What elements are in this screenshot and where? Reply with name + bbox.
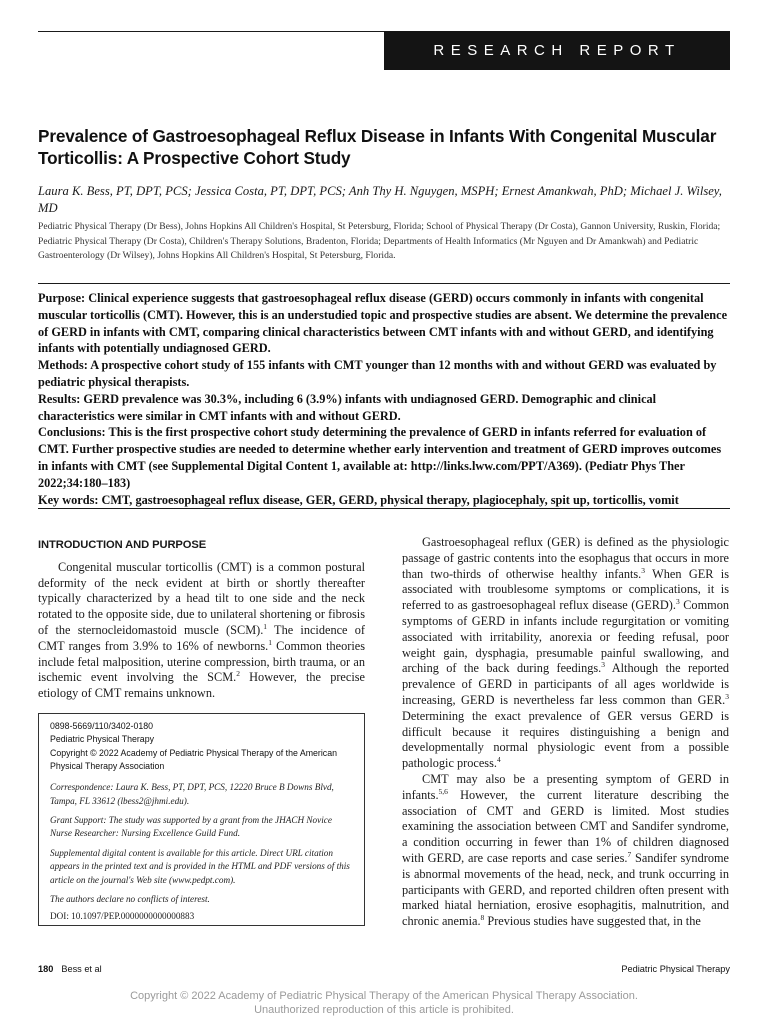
copyright-notice (0, 990, 768, 1017)
affiliations: Pediatric Physical Therapy (Dr Bess), Johns Hopkins All Children's Hospital, St Petersburg, Florida; School of Physical Therapy (Dr Costa), Gannon University, Ruskin, Florida; Pediatric Physical Therapy (Dr Costa), Children's Therapy Solutions, Bradenton, Florida; Departments of Health Informatics (Mr Nguyen and Dr Amankwah) and Pediatric Gastroenterology (Dr Wilsey), Johns Hopkins All Children's Hospital, St Petersburg, Florida. (38, 221, 721, 261)
doi: DOI: 10.1097/PEP.0000000000000883 (50, 911, 195, 922)
text-run: Determining the exact prevalence of GER versus GERD is difficult because it requires distinguishing a benign and developmentally normal physiologic event from a possible pathologic process. (402, 708, 729, 771)
page-footer (38, 964, 730, 976)
text-run: Sandifer syndrome is abnormal movements of the head, neck, and trunk occurring in participants with GERD, and reported children often present with marked hiatal herniation, erosive esophagitis, malnutrition, and chronic anemia. (402, 850, 729, 929)
author-list: Laura K. Bess, PT, DPT, PCS; Jessica Costa, PT, DPT, PCS; Anh Thy H. Nguygen, MSPH; Ernest Amankwah, PhD; Michael J. Wilsey, MD (38, 184, 722, 215)
journal-name: Pediatric Physical Therapy (621, 964, 730, 974)
abstract-rule-bottom (38, 508, 730, 509)
article-title: Prevalence of Gastroesophageal Reflux Disease in Infants With Congenital Muscular Torticollis: A Prospective Cohort Study (38, 126, 717, 168)
supplemental-note: Supplemental digital content is available for this article. Direct URL citation appears in the printed text and is provided in the HTML and PDF versions of this article on the journal's Web site (www.pedpt.com). (50, 847, 350, 885)
text-run: CMT may also be a presenting symptom of GERD in infants. (402, 771, 729, 802)
citation: 1 (263, 621, 268, 631)
journal-line: Pediatric Physical Therapy (50, 734, 154, 745)
citation: 5,6 (438, 786, 448, 796)
citation: 7 (627, 849, 632, 859)
copyright-line-2: Unauthorized reproduction of this article is prohibited. (254, 1003, 514, 1016)
abstract (38, 290, 732, 508)
page-number: 180 (38, 964, 54, 974)
abstract-keywords: Key words: CMT, gastroesophageal reflux disease, GER, GERD, physical therapy, plagiocephaly, spit up, torticollis, vomit (38, 492, 679, 507)
citation: 1 (268, 637, 273, 647)
body-paragraph (402, 772, 729, 930)
citation: 3 (725, 691, 729, 701)
text-run: When GER is associated with troublesome symptoms or complications, it is referred to as gastroesophageal reflux disease (GERD). (402, 566, 729, 613)
text-run: The incidence of CMT ranges from 3.9% to 16% of newborns. (38, 622, 365, 653)
abstract-results: Results: GERD prevalence was 30.3%, including 6 (3.9%) infants with undiagnosed GERD. Demographic and clinical characteristics were similar in CMT infants with and without GERD. (38, 391, 657, 423)
text-run: However, the current literature describing the association of CMT and GERD is limited. Most studies examining the association between CMT and Sandifer syndrome, a condition occurring in fewer than 1% of children diagnosed with GERD, are case reports and case series. (402, 787, 729, 865)
correspondence: Correspondence: Laura K. Bess, PT, DPT, PCS, 12220 Bruce B Downs Blvd, Tampa, FL 33612 (lbess2@jhmi.edu). (50, 782, 334, 806)
citation: 2 (236, 669, 240, 679)
abstract-purpose: Purpose: Clinical experience suggests that gastroesophageal reflux disease (GERD) occurs commonly in infants with congenital muscular torticollis (CMT). However, this is an understudied topic and prospective studies are absent. We determine the prevalence of GERD in infants with CMT, comparing clinical characteristics between CMT infants with and without GERD, and identifying infants with potentially undiagnosed GERD. (38, 291, 728, 356)
right-column (402, 535, 729, 930)
citation: 4 (496, 755, 501, 765)
text-run: Common theories include fetal malposition, uterine compression, birth trauma, or an ischemic event involving the SCM. (38, 638, 365, 685)
conflicts-note: The authors declare no conflicts of interest. (50, 894, 210, 905)
text-run: Common symptoms of GERD in infants include regurgitation or vomiting associated with irritability, anorexia or feeding refusal, poor weight gain, dysphagia, presumable painful swallowing, and arching of the back during feedings. (402, 598, 729, 676)
text-run: Although the reported prevalence of GERD in participants of all ages worldwide is increasing, GERD is nevertheless far less common than GER. (402, 661, 729, 707)
citation: 3 (675, 597, 680, 607)
abstract-methods: Methods: A prospective cohort study of 155 infants with CMT younger than 12 months with and without GERD was evaluated by pediatric physical therapists. (38, 358, 717, 389)
text-run: Congenital muscular torticollis (CMT) is a common postural deformity of the neck evident at birth or shortly thereafter typically characterized by a head tilt to one side and the neck rotated to the opposite side, due to unilateral shortening or fibrosis of the sternocleidomastoid muscle (SCM). (38, 559, 365, 637)
issn-line: 0898-5669/110/3402-0180 (50, 721, 154, 731)
publication-info-box (38, 713, 365, 926)
grant-support: Grant Support: The study was supported by a grant from the JHACH Novice Nurse Researcher: Nursing Excellence Guild Fund. (50, 815, 332, 839)
section-heading: INTRODUCTION AND PURPOSE (38, 539, 207, 551)
citation: 8 (480, 913, 485, 923)
citation: 3 (641, 565, 645, 575)
section-banner: RESEARCH REPORT (384, 31, 730, 70)
text-run: Previous studies have suggested that, in the (484, 914, 701, 929)
abstract-conclusions: Conclusions: This is the first prospective cohort study determining the prevalence of GERD in infants referred for evaluation of CMT. Further prospective studies are needed to determine whether early intervention and treatment of GERD improves outcomes in infants with CMT (see Supplemental Digital Content 1, available at: http://links.lww.com/PPT/A369). (Pediatr Phys Ther 2022;34:180–183) (38, 425, 722, 490)
copyright-line-1: Copyright © 2022 Academy of Pediatric Physical Therapy of the American Physical Therapy Association. (130, 990, 638, 1002)
abstract-rule-top (38, 283, 730, 284)
body-paragraph (402, 535, 729, 772)
left-column (38, 538, 365, 702)
running-head: Bess et al (61, 964, 102, 974)
copyright-line: Copyright © 2022 Academy of Pediatric Physical Therapy of the American Physical Therapy Association (50, 747, 337, 771)
intro-paragraph (38, 560, 365, 702)
text-run: Gastroesophageal reflux (GER) is defined as the physiologic passage of gastric contents into the esophagus that occurs in more than two-thirds of otherwise healthy infants. (402, 535, 729, 581)
text-run: However, the precise etiology of CMT remains unknown. (38, 670, 366, 701)
citation: 3 (601, 660, 605, 670)
